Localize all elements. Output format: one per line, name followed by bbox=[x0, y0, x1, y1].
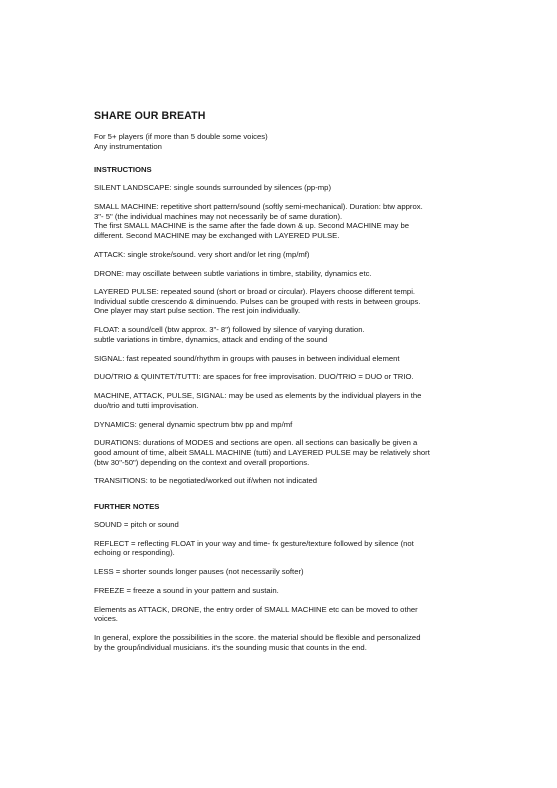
further-notes-heading: FURTHER NOTES bbox=[94, 501, 160, 511]
instruction-paragraph bbox=[94, 354, 471, 364]
instruction-paragraph bbox=[94, 476, 471, 486]
instruction-paragraph-line: MACHINE, ATTACK, PULSE, SIGNAL: may be used as elements by the individual players in the bbox=[94, 391, 422, 401]
instruction-paragraph-line: DURATIONS: durations of MODES and sections are open. all sections can basically be given a bbox=[94, 438, 418, 448]
note-paragraph bbox=[94, 605, 471, 624]
subtitle-line: For 5+ players (if more than 5 double some voices) bbox=[94, 132, 268, 141]
instructions-heading: INSTRUCTIONS bbox=[94, 165, 152, 175]
instruction-paragraph bbox=[94, 202, 471, 240]
instruction-paragraph-line: different. Second MACHINE may be exchanged with LAYERED PULSE. bbox=[94, 230, 340, 240]
note-paragraph-line: In general, explore the possibilities in the score. the material should be flexible and personalized bbox=[94, 633, 421, 643]
document-title: SHARE OUR BREATH bbox=[94, 110, 206, 122]
note-paragraph bbox=[94, 520, 471, 530]
instruction-paragraph-line: (btw 30"-50") depending on the context and overall proportions. bbox=[94, 457, 310, 467]
note-paragraph-line: voices. bbox=[94, 614, 118, 624]
instruction-paragraph bbox=[94, 420, 471, 430]
note-paragraph bbox=[94, 633, 471, 652]
instruction-paragraph-line: TRANSITIONS: to be negotiated/worked out if/when not indicated bbox=[94, 476, 318, 486]
note-paragraph-line: SOUND = pitch or sound bbox=[94, 520, 179, 530]
instruction-paragraph-line: DYNAMICS: general dynamic spectrum btw pp and mp/mf bbox=[94, 419, 293, 429]
instructions-list bbox=[94, 183, 471, 486]
instruction-paragraph-line: The first SMALL MACHINE is the same after the fade down & up. Second MACHINE may be bbox=[94, 221, 410, 231]
instruction-paragraph-line: DUO/TRIO & QUINTET/TUTTI: are spaces for free improvisation. DUO/TRIO = DUO or TRIO. bbox=[94, 372, 414, 382]
instruction-paragraph-line: One player may start pulse section. The rest join individually. bbox=[94, 306, 301, 316]
instruction-paragraph bbox=[94, 269, 471, 279]
instruction-paragraph bbox=[94, 287, 471, 316]
instruction-paragraph-line: 3"- 5" (the individual machines may not necessarily be of same duration). bbox=[94, 211, 343, 221]
subtitle-line: Any instrumentation bbox=[94, 141, 162, 151]
instruction-paragraph-line: duo/trio and tutti improvisation. bbox=[94, 400, 199, 410]
further-notes-list bbox=[94, 520, 471, 652]
note-paragraph-line: FREEZE = freeze a sound in your pattern and sustain. bbox=[94, 586, 279, 596]
note-paragraph-line: echoing or responding). bbox=[94, 548, 175, 558]
note-paragraph-line: by the group/individual musicians. it's the sounding music that counts in the end. bbox=[94, 642, 367, 652]
instruction-paragraph bbox=[94, 250, 471, 260]
note-paragraph-line: Elements as ATTACK, DRONE, the entry order of SMALL MACHINE etc can be moved to other bbox=[94, 604, 418, 614]
note-paragraph bbox=[94, 586, 471, 596]
instruction-paragraph-line: SIGNAL: fast repeated sound/rhythm in groups with pauses in between individual element bbox=[94, 353, 400, 363]
instruction-paragraph bbox=[94, 183, 471, 193]
subtitle-block bbox=[94, 132, 471, 151]
instruction-paragraph-line: good amount of time, albeit SMALL MACHINE (tutti) and LAYERED PULSE may be relatively short bbox=[94, 447, 430, 457]
instruction-paragraph-line: Individual subtle crescendo & diminuendo. Pulses can be grouped with rests in between groups. bbox=[94, 296, 421, 306]
instruction-paragraph-line: DRONE: may oscillate between subtle variations in timbre, stability, dynamics etc. bbox=[94, 268, 372, 278]
instruction-paragraph-line: ATTACK: single stroke/sound. very short and/or let ring (mp/mf) bbox=[94, 249, 310, 259]
note-paragraph bbox=[94, 567, 471, 577]
instruction-paragraph bbox=[94, 438, 471, 467]
note-paragraph bbox=[94, 539, 471, 558]
instruction-paragraph-line: subtle variations in timbre, dynamics, attack and ending of the sound bbox=[94, 334, 328, 344]
note-paragraph-line: REFLECT = reflecting FLOAT in your way and time- fx gesture/texture followed by silence (not bbox=[94, 538, 414, 548]
note-paragraph-line: LESS = shorter sounds longer pauses (not necessarily softer) bbox=[94, 567, 304, 577]
instruction-paragraph bbox=[94, 391, 471, 410]
instruction-paragraph bbox=[94, 325, 471, 344]
instruction-paragraph-line: FLOAT: a sound/cell (btw approx. 3"- 8") followed by silence of varying duration. bbox=[94, 325, 365, 335]
instruction-paragraph bbox=[94, 372, 471, 382]
instruction-paragraph-line: LAYERED PULSE: repeated sound (short or broad or circular). Players choose different tempi. bbox=[94, 287, 416, 297]
instruction-paragraph-line: SILENT LANDSCAPE: single sounds surrounded by silences (pp-mp) bbox=[94, 183, 331, 193]
instruction-paragraph-line: SMALL MACHINE: repetitive short pattern/sound (softly semi-mechanical). Duration: btw approx. bbox=[94, 202, 423, 212]
